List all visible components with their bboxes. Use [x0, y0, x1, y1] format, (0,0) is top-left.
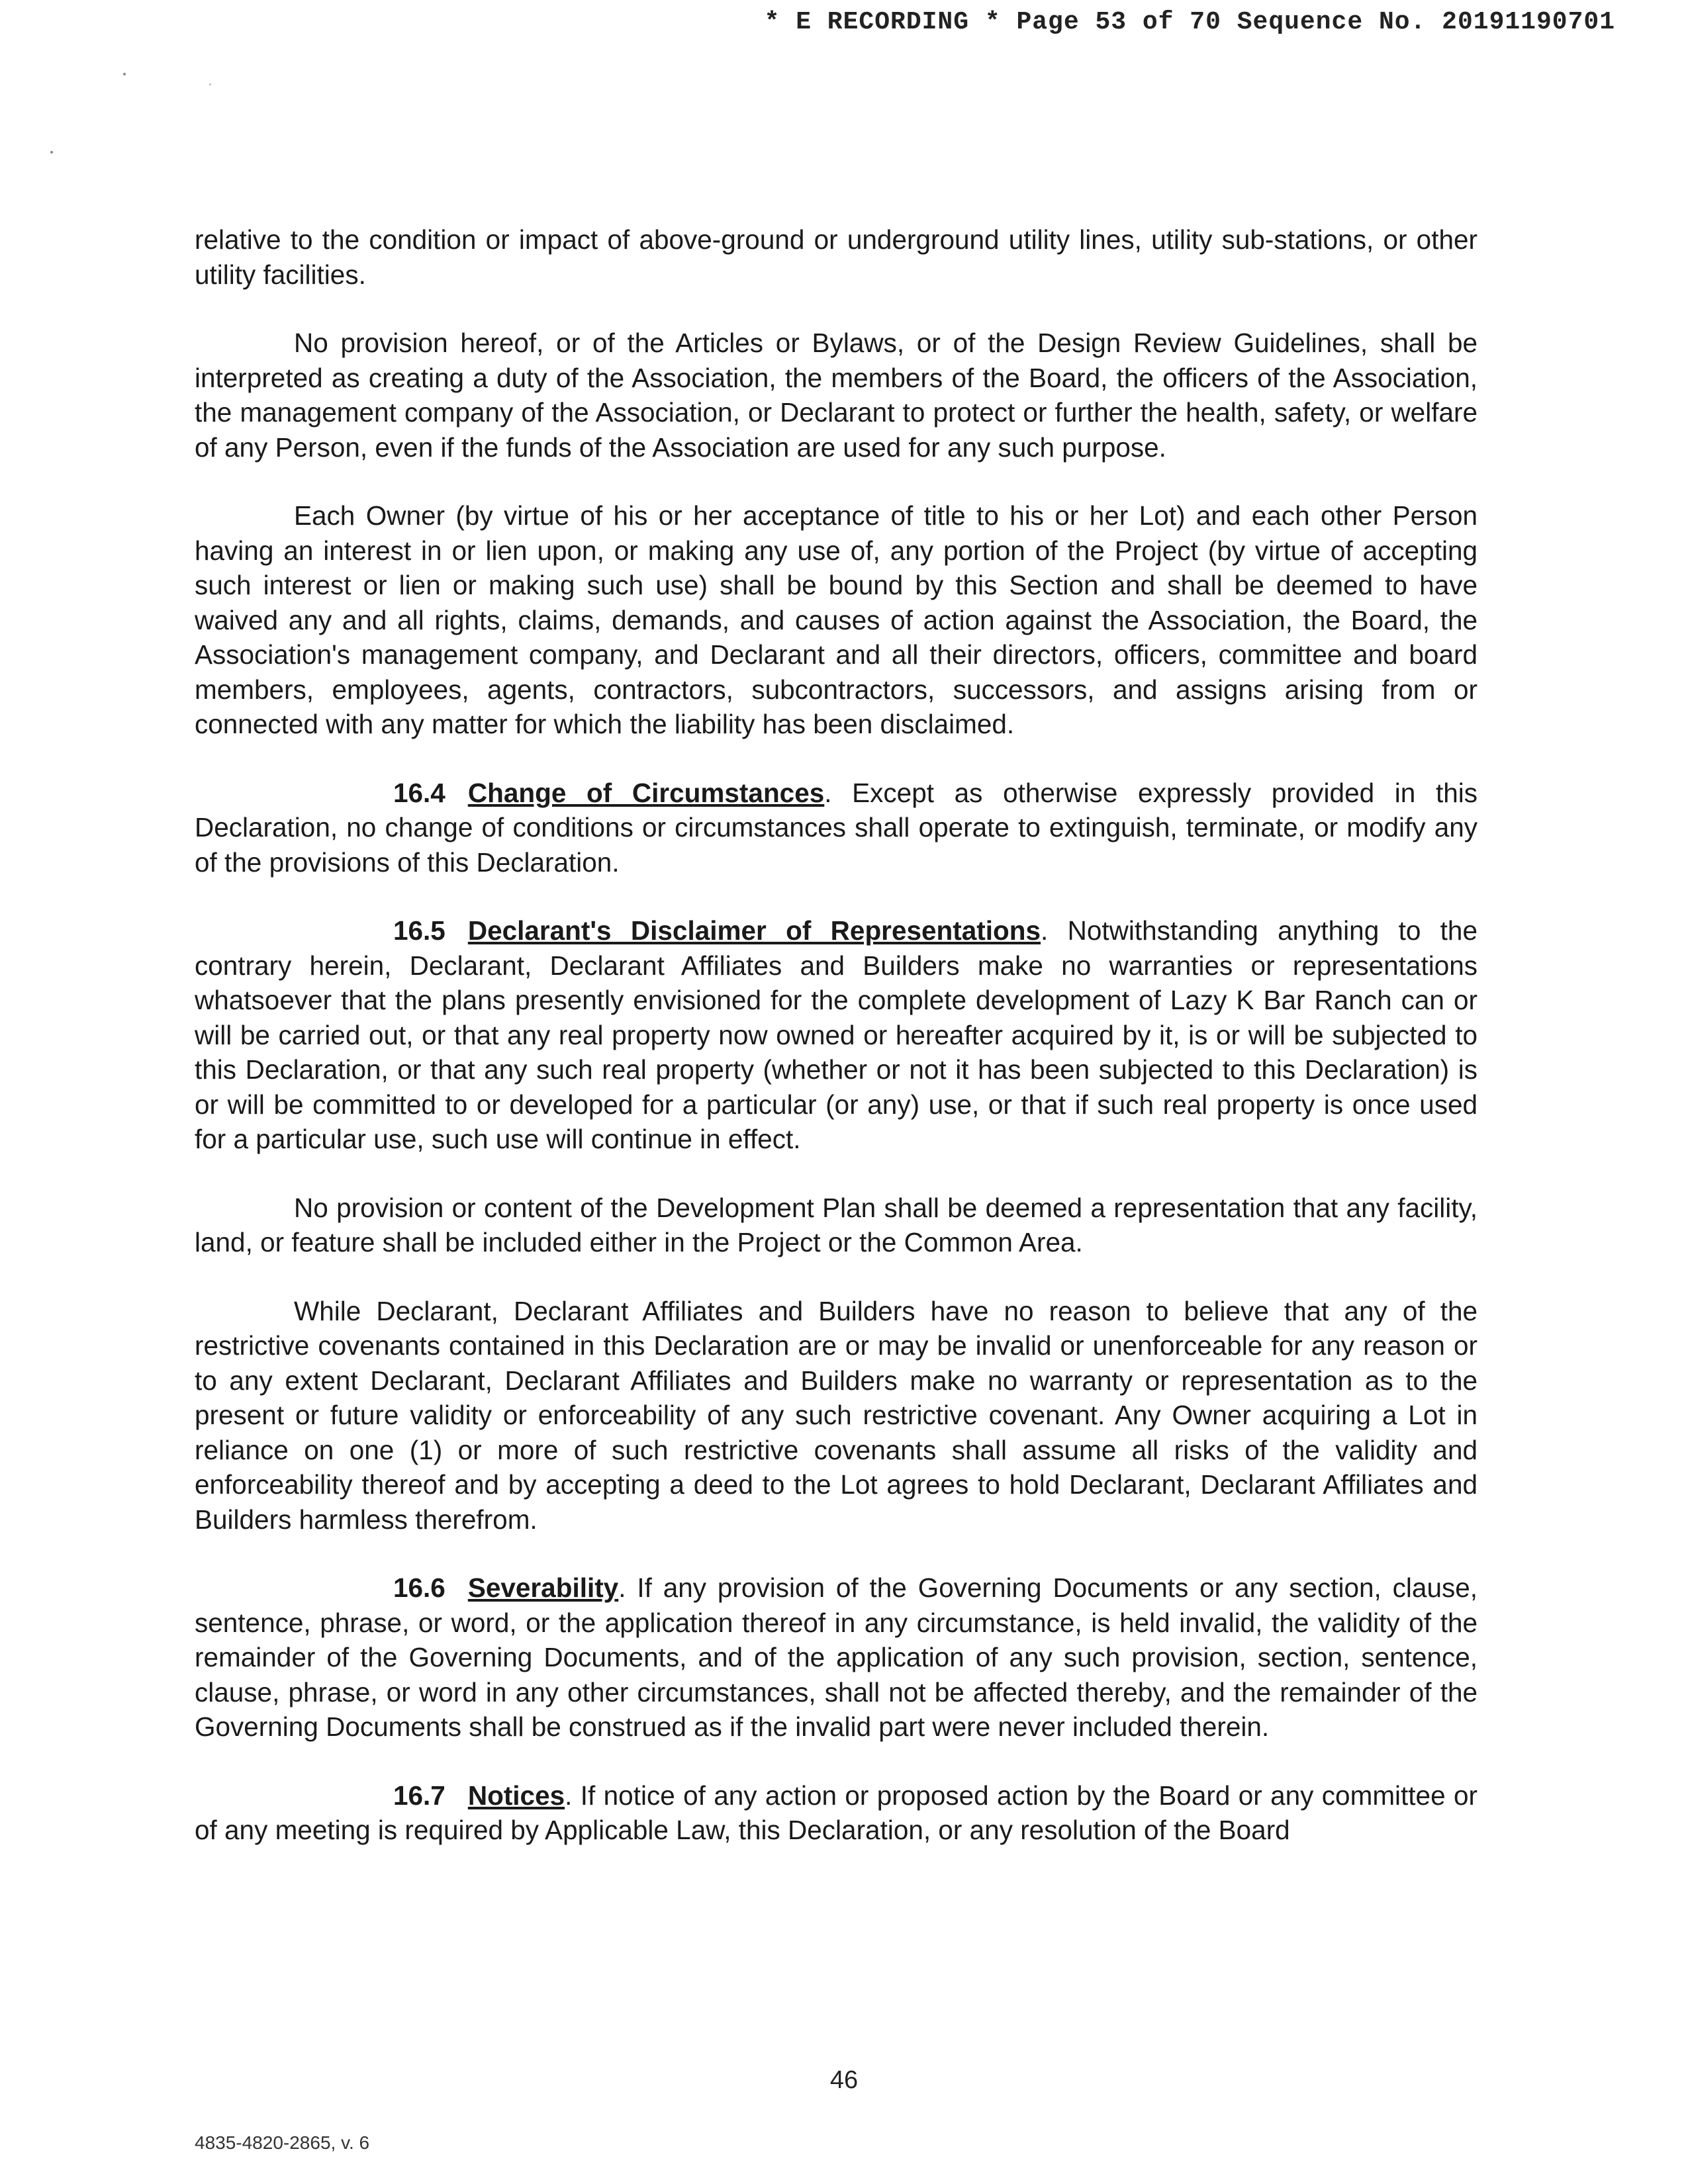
section-title: Notices [467, 1780, 565, 1811]
section-number: 16.6 [393, 1572, 445, 1603]
paragraph-no-duty: No provision hereof, or of the Articles or Bylaws, or of the Design Review Guidelines, shall be interpreted as creating a duty of the Association, the members of the Board, the officers of the Association, the management company of the Association, or Declarant to protect or further the health, safety, or welfare of any Person, even if the funds of the Association are used for any such purpose. [195, 328, 1477, 463]
section-number: 16.5 [393, 915, 445, 946]
section-title: Declarant's Disclaimer of Representations [467, 915, 1041, 946]
section-title: Change of Circumstances [467, 777, 825, 808]
section-text: . Except as otherwise expressly provided in this Declaration, no change of conditions or circumstances shall operate to extinguish, terminate, or modify any of the provisions of this Declaration. [195, 777, 1477, 878]
section-16-4 [195, 776, 1477, 880]
section-text: . If any provision of the Governing Documents or any section, clause, sentence, phrase, or word, or the application thereof in any circumstance, is held invalid, the validity of the remainder of the Governing Documents, and of the application of any such provision, section, sentence, clause, phrase, or word in any other circumstances, shall not be affected thereby, and the remainder of the Governing Documents shall be construed as if the invalid part were never included therein. [195, 1572, 1477, 1742]
recording-header: * E RECORDING * Page 53 of 70 Sequence No. 20191190701 [764, 8, 1615, 36]
section-16-7 [195, 1778, 1477, 1848]
section-text: . If notice of any action or proposed action by the Board or any committee or of any meeting is required by Applicable Law, this Declaration, or any resolution of the Board [195, 1780, 1477, 1845]
section-number: 16.4 [393, 777, 445, 808]
section-number: 16.7 [393, 1780, 445, 1811]
scan-speck [50, 151, 53, 154]
paragraph-utility-lines: relative to the condition or impact of above-ground or underground utility lines, utility sub-stations, or other utility facilities. [195, 224, 1477, 290]
page-number: 46 [829, 2066, 859, 2094]
scan-speck [123, 73, 126, 75]
scan-speck [209, 83, 211, 85]
document-body [195, 222, 1477, 1882]
document-id: 4835-4820-2865, v. 6 [195, 2132, 370, 2153]
paragraph-owner-waiver: Each Owner (by virtue of his or her acceptance of title to his or her Lot) and each other Person having an interest in or lien upon, or making any use of, any portion of the Project (by virtue of accepting such interest or lien or making such use) shall be bound by this Section and shall be deemed to have waived any and all rights, claims, demands, and causes of action against the Association, the Board, the Association's management company, and Declarant and all their directors, officers, committee and board members, employees, agents, contractors, subcontractors, successors, and assigns arising from or connected with any matter for which the liability has been disclaimed. [195, 500, 1477, 739]
section-title: Severability [467, 1572, 619, 1603]
section-16-5 [195, 913, 1477, 1157]
section-16-6 [195, 1570, 1477, 1745]
paragraph-restrictive-covenants: While Declarant, Declarant Affiliates and Builders have no reason to believe that any of the restrictive covenants contained in this Declaration are or may be invalid or unenforceable for any reason or to any extent Declarant, Declarant Affiliates and Builders make no warranty or representation as to the present or future validity or enforceability of any such restrictive covenant. Any Owner acquiring a Lot in reliance on one (1) or more of such restrictive covenants shall assume all risks of the validity and enforceability thereof and by accepting a deed to the Lot agrees to hold Declarant, Declarant Affiliates and Builders harmless therefrom. [195, 1295, 1477, 1535]
paragraph-development-plan: No provision or content of the Development Plan shall be deemed a representation that any facility, land, or feature shall be included either in the Project or the Common Area. [195, 1192, 1477, 1257]
section-text: . Notwithstanding anything to the contrary herein, Declarant, Declarant Affiliates and Builders make no warranties or representations whatsoever that the plans presently envisioned for the complete development of Lazy K Bar Ranch can or will be carried out, or that any real property now owned or hereafter acquired by it, is or will be subjected to this Declaration, or that any such real property (whether or not it has been subjected to this Declaration) is or will be committed to or developed for a particular (or any) use, or that if such real property is once used for a particular use, such use will continue in effect. [195, 915, 1477, 1154]
